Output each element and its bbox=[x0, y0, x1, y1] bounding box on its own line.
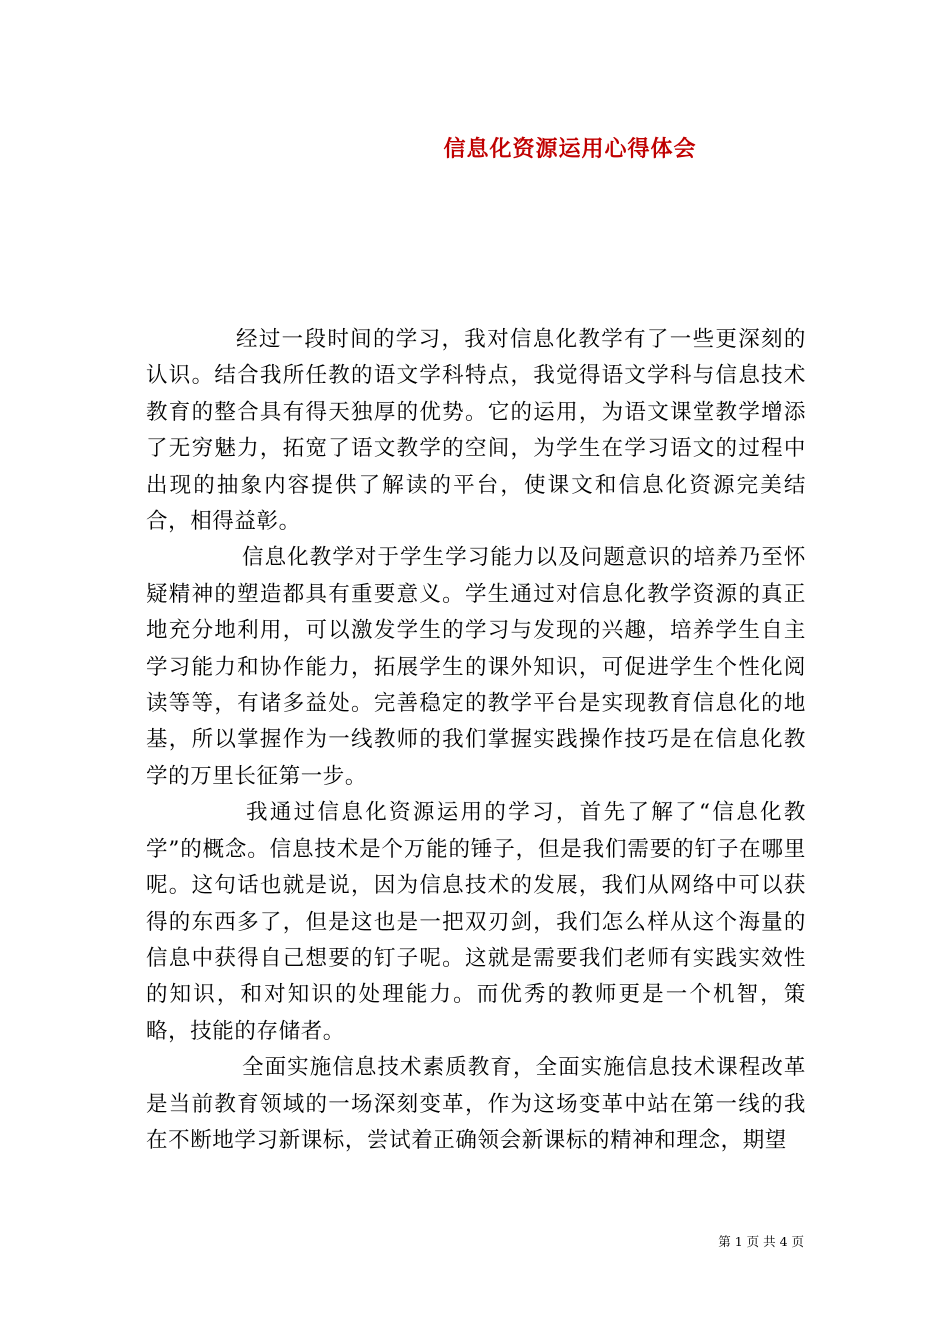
paragraph-1: 经过一段时间的学习，我对信息化教学有了一些更深刻的认识。结合我所任教的语文学科特点，我觉得语文学科与信息技术教育的整合具有得天独厚的优势。它的运用，为语文课堂教学增添了无穷魅力，拓宽了语文教学的空间，为学生在学习语文的过程中出现的抽象内容提供了解读的平台，使课文和信息化资源完美结合，相得益彰。 bbox=[146, 327, 806, 535]
document-body bbox=[146, 322, 806, 1159]
paragraph-3: 我通过信息化资源运用的学习，首先了解了“信息化教学”的概念。信息技术是个万能的锤子，但是我们需要的钉子在哪里呢。这句话也就是说，因为信息技术的发展，我们从网络中可以获得的东西多了，但是这也是一把双刃剑，我们怎么样从这个海量的信息中获得自己想要的钉子呢。这就是需要我们老师有实践实效性的知识，和对知识的处理能力。而优秀的教师更是一个机智，策略，技能的存储者。 bbox=[146, 800, 806, 1044]
page-number-footer: 第 1 页 共 4 页 bbox=[718, 1234, 804, 1249]
paragraph-2: 信息化教学对于学生学习能力以及问题意识的培养乃至怀疑精神的塑造都具有重要意义。学生通过对信息化教学资源的真正地充分地利用，可以激发学生的学习与发现的兴趣，培养学生自主学习能力和协作能力，拓展学生的课外知识，可促进学生个性化阅读等等，有诸多益处。完善稳定的教学平台是实现教育信息化的地基，所以掌握作为一线教师的我们掌握实践操作技巧是在信息化教学的万里长征第一步。 bbox=[146, 545, 806, 789]
document-title: 信息化资源运用心得体会 bbox=[443, 136, 697, 162]
paragraph-4: 全面实施信息技术素质教育，全面实施信息技术课程改革是当前教育领域的一场深刻变革，作为这场变革中站在第一线的我在不断地学习新课标，尝试着正确领会新课标的精神和理念，期望 bbox=[146, 1055, 806, 1153]
